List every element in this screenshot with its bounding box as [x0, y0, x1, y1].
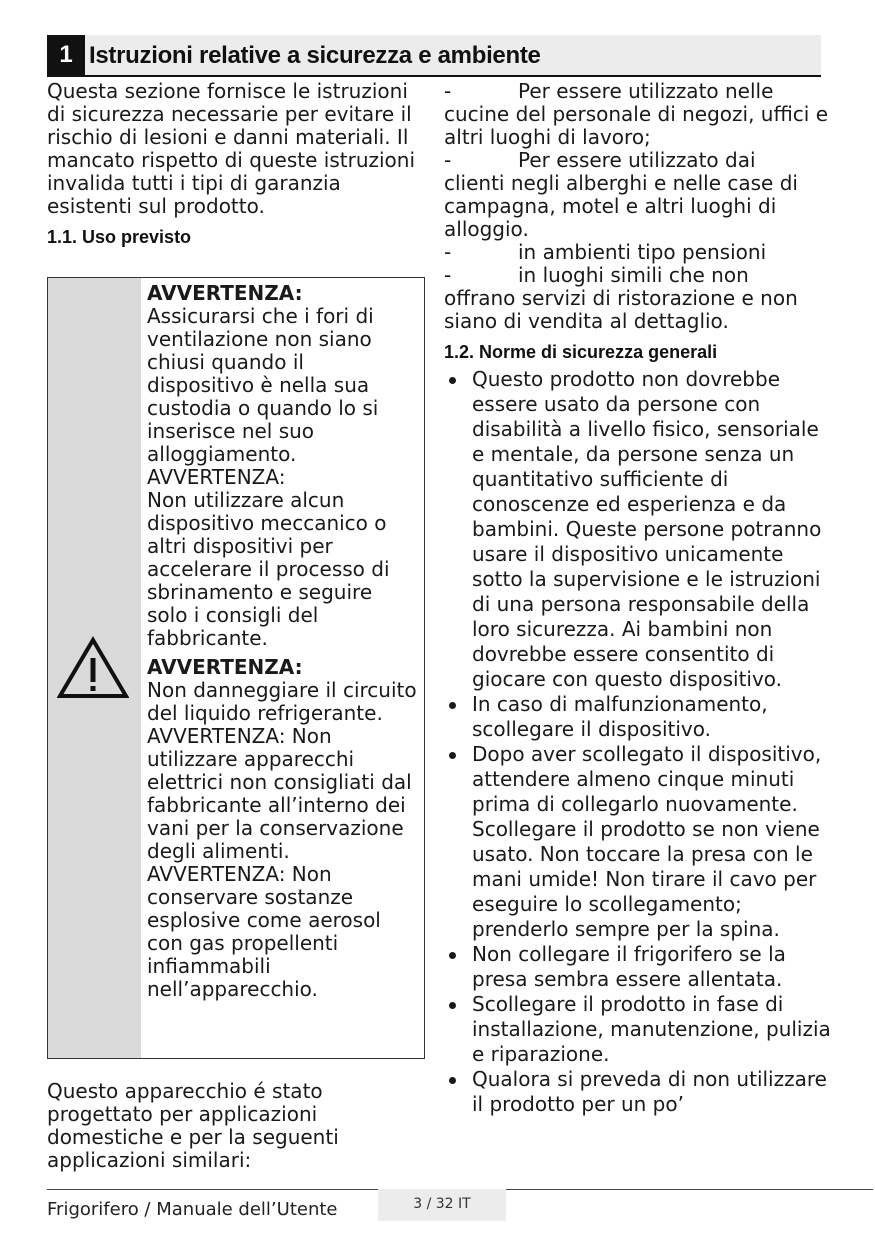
use-item [444, 149, 834, 241]
safety-bullet-list [444, 367, 834, 1117]
right-column [444, 80, 834, 1117]
dash-marker: - [444, 148, 452, 172]
subsection-heading-uso-previsto: 1.1. Uso previsto [47, 227, 192, 247]
warning-label: AVVERTENZA: [147, 281, 303, 305]
warning-label: AVVERTENZA: [147, 862, 286, 886]
left-column [47, 80, 432, 252]
use-lead: Per essere utilizzato dai [518, 148, 756, 172]
applications-intro [47, 1080, 427, 1172]
use-item [444, 241, 834, 264]
footer-manual-title: Frigorifero / Manuale dell’Utente [47, 1199, 338, 1220]
warning-list [147, 282, 417, 1001]
section-number: 1 [47, 35, 85, 75]
warning-triangle-icon [57, 636, 129, 700]
warning-item [147, 656, 417, 725]
warning-item [147, 725, 417, 863]
warning-label: AVVERTENZA: [147, 724, 286, 748]
section-title: Istruzioni relative a sicurezza e ambiente [89, 42, 541, 69]
use-item [444, 80, 834, 149]
dash-marker: - [444, 79, 452, 103]
safety-bullet: Qualora si preveda di non utilizzare il prodotto per un po’ [444, 1067, 834, 1117]
warning-text: Assicurarsi che i fori di ventilazione non siano chiusi quando il dispositivo è nella sua custodia o quando lo si inserisce nel suo alloggiamento. [147, 304, 379, 466]
use-item [444, 264, 834, 333]
warning-text: Non danneggiare il circuito del liquido refrigerante. [147, 678, 417, 725]
safety-bullet: Questo prodotto non dovrebbe essere usato da persone con disabilità a livello fisico, sensoriale e mentale, da persone senza un quantitativo sufficiente di conoscenze ed esperienza e da bambini. Queste persone potranno usare il dispositivo unicamente sotto la supervisione e le istruzioni di una persona responsabile della loro sicurezza. Ai bambini non dovrebbe essere consentito di giocare con questo dispositivo. [444, 367, 834, 692]
dash-marker: - [444, 263, 452, 287]
warning-label: AVVERTENZA: [147, 465, 286, 489]
use-rest: cucine del personale di negozi, uffici e altri luoghi di lavoro; [444, 102, 829, 149]
footer-page-number: 3 / 32 IT [378, 1189, 506, 1221]
warning-text: Non conservare sostanze esplosive come aerosol con gas propellenti infiammabili nell’apparecchio. [147, 862, 381, 1001]
subsection-heading-norme-sicurezza: 1.2. Norme di sicurezza generali [444, 342, 718, 362]
warning-item [147, 466, 417, 650]
safety-bullet: Scollegare il prodotto in fase di installazione, manutenzione, pulizia e riparazione. [444, 992, 834, 1067]
use-lead: Per essere utilizzato nelle [518, 79, 774, 103]
warning-label: AVVERTENZA: [147, 655, 303, 679]
applications-paragraph: Questo apparecchio é stato progettato per applicazioni domestiche e per la seguenti applicazioni similari: [47, 1079, 339, 1172]
use-lead: in luoghi simili che non [518, 263, 749, 287]
warning-text: Non utilizzare apparecchi elettrici non consigliati dal fabbricante all’interno dei vani per la conservazione degli alimenti. [147, 724, 412, 863]
safety-bullet: In caso di malfunzionamento, scollegare il dispositivo. [444, 692, 834, 742]
dash-marker: - [444, 240, 452, 264]
section-header [47, 35, 821, 77]
safety-bullet: Dopo aver scollegato il dispositivo, attendere almeno cinque minuti prima di collegarlo nuovamente. Scollegare il prodotto se non viene usato. Non toccare la presa con le mani umide! Non tirare il cavo per eseguire lo scollegamento; prenderlo sempre per la spina. [444, 742, 834, 942]
uses-list [444, 80, 834, 333]
warning-item [147, 282, 417, 466]
warning-text: Non utilizzare alcun dispositivo meccanico o altri dispositivi per accelerare il processo di sbrinamento e seguire solo i consigli del fabbricante. [147, 488, 390, 650]
warning-item [147, 863, 417, 1001]
intro-paragraph: Questa sezione fornisce le istruzioni di sicurezza necessarie per evitare il rischio di lesioni e danni materiali. Il mancato rispetto di queste istruzioni invalida tutti i tipi di garanzia esistenti sul prodotto. [47, 79, 416, 218]
safety-bullet: Non collegare il frigorifero se la presa sembra essere allentata. [444, 942, 834, 992]
use-rest: offrano servizi di ristorazione e non siano di vendita al dettaglio. [444, 286, 798, 333]
use-lead: in ambienti tipo pensioni [518, 240, 767, 264]
warning-box [47, 277, 425, 1059]
use-rest: clienti negli alberghi e nelle case di campagna, motel e altri luoghi di alloggio. [444, 171, 798, 241]
